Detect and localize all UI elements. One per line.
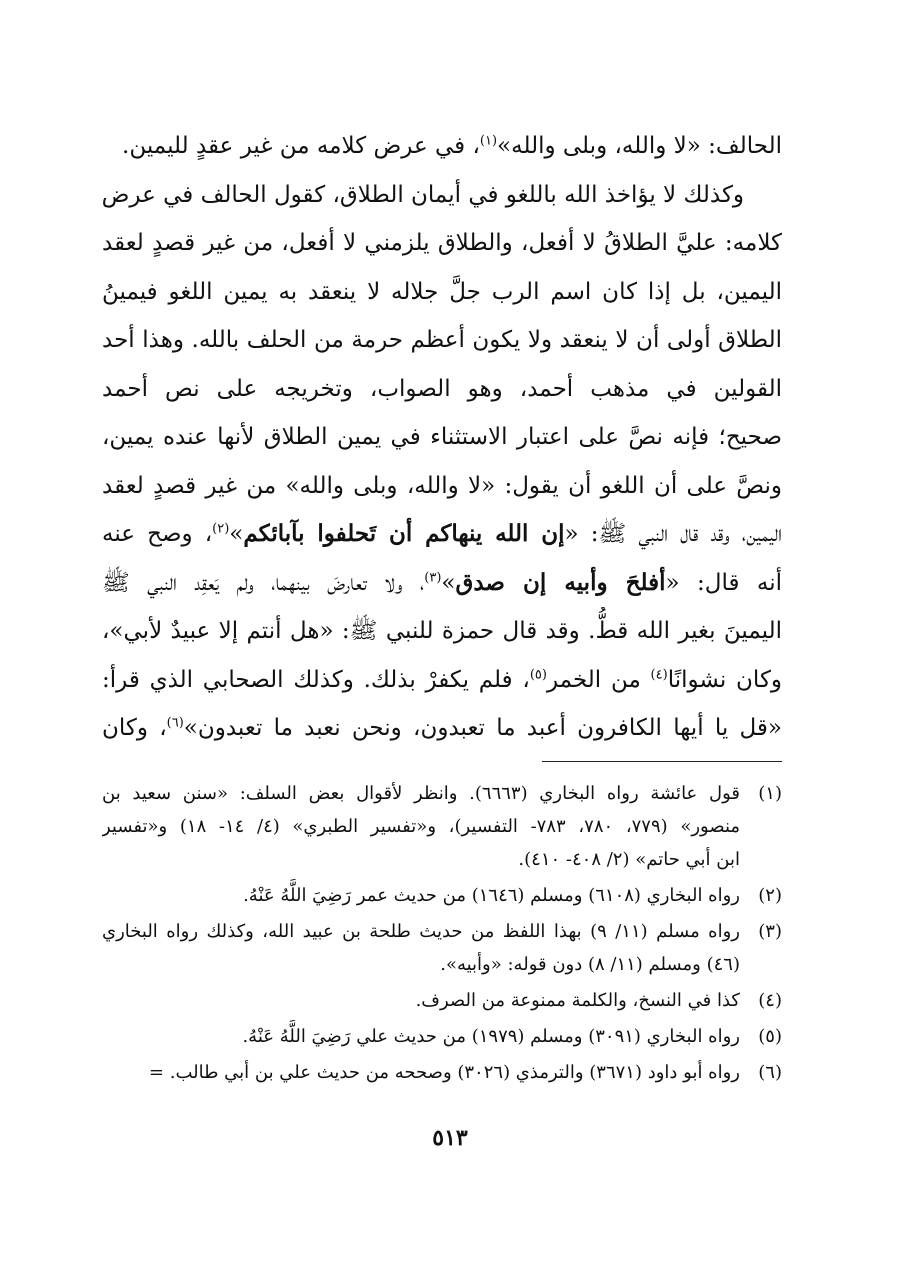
text-line: اليمين، وقد قال النبي ﷺ: «إن الله ينهاكم أن تَحلفوا بآبائكم»$^{(٢)}$، وصح عنه: [102, 520, 782, 547]
page-number: ٥١٣: [432, 1125, 468, 1151]
text-line: اليمين، بل إذا كان اسم الرب جلَّ جلاله لا ينعقد به يمين اللغو فيمينُ: [102, 278, 782, 305]
footnote-number: (٢): [758, 885, 782, 906]
footnote-text: رواه البخاري (٦١٠٨) ومسلم (١٦٤٦) من حديث عمر رَضِيَ اللَّهُ عَنْهُ.: [243, 885, 740, 906]
footnote-ref: (٤): [650, 666, 668, 682]
footnote-text: رواه مسلم (١١/ ٩) بهذا اللفظ من حديث طلحة بن عبيد الله، وكذلك رواه البخاري: [102, 921, 740, 942]
hadith-quote: أفلحَ وأبيه إن صدق: [455, 568, 666, 596]
footnote-number: (١): [758, 783, 782, 804]
text-line: وكذلك لا يؤاخذ الله باللغو في أيمان الطلاق، كقول الحالف في عرض: [102, 181, 744, 208]
footnote-item: [102, 1020, 782, 1053]
footnote-divider: [542, 761, 782, 762]
footnote-ref: (٢): [212, 521, 230, 537]
text-line: ونصَّ على أن اللغو أن يقول: «لا والله، وبلى والله» من غير قصدٍ لعقد: [102, 472, 782, 499]
footnote-text: كذا في النسخ، والكلمة ممنوعة من الصرف.: [415, 990, 740, 1011]
footnote-text: منصور» (٧٧٩، ٧٨٠، ٧٨٣- التفسير)، و«تفسير الطبري» (٤/ ١٤- ١٨) و«تفسير: [102, 816, 740, 837]
footnotes: [102, 777, 782, 1092]
footnote-ref: (٦): [166, 715, 184, 731]
text-line: «قل يا أيها الكافرون أعبد ما تعبدون، ونحن نعبد ما تعبدون»$^{(٦)}$، وكان: [102, 715, 782, 741]
footnote-text: رواه أبو داود (٣٦٧١) والترمذي (٣٠٢٦) وصححه من حديث علي بن أبي طالب. =: [148, 1062, 740, 1083]
footnote-number: (٥): [758, 1026, 782, 1047]
text-line: القولين في مذهب أحمد، وهو الصواب، وتخريجه على نص أحمد: [102, 375, 782, 402]
footnote-text: (٤٦) ومسلم (١١/ ٨) دون قوله: «وأبيه».: [440, 954, 740, 975]
main-text-block: [102, 122, 782, 753]
footnote-item: [102, 915, 782, 981]
footnote-item: [102, 879, 782, 912]
text-line: وكان نشوانًا$^{(٤)}$ من الخمر$^{(٥)}$، فلم يكفرْ بذلك. وكذلك الصحابي الذي قرأ:: [102, 666, 782, 693]
hadith-quote: إن الله ينهاكم أن تَحلفوا بآبائكم: [243, 520, 565, 547]
text-line: الطلاق أولى أن لا ينعقد ولا يكون أعظم حرمة من الحلف بالله. وهذا أحد: [102, 327, 782, 353]
text-line: أنه قال: «أفلحَ وأبيه إن صدق»$^{(٣)}$، ولا تعارضَ بينهما، ولم يَعقِد النبي ﷺ: [102, 568, 782, 596]
footnote-ref: (١): [479, 133, 498, 149]
footnote-text: رواه البخاري (٣٠٩١) ومسلم (١٩٧٩) من حديث علي رَضِيَ اللَّهُ عَنْهُ.: [242, 1026, 740, 1047]
footnote-item: [102, 984, 782, 1017]
footnote-ref: (٣): [424, 569, 442, 585]
footnote-text: قول عائشة رواه البخاري (٦٦٦٣). وانظر لأقوال بعض السلف: «سنن سعيد بن: [102, 783, 740, 804]
text-line: كلامه: عليَّ الطلاقُ لا أفعل، والطلاق يلزمني لا أفعل، من غير قصدٍ لعقد: [102, 230, 782, 256]
text-line: الحالف: «لا والله، وبلى والله»$^{(١)}$، في عرض كلامه من غير عقدٍ لليمين.: [122, 133, 782, 159]
footnote-number: (٤): [758, 990, 782, 1011]
footnote-ref: (٥): [529, 666, 547, 682]
footnote-item: [102, 1056, 782, 1089]
footnote-number: (٣): [758, 921, 782, 942]
footnote-number: (٦): [758, 1062, 782, 1083]
text-line: صحيح؛ فإنه نصَّ على اعتبار الاستثناء في يمين الطلاق لأنها عنده يمين،: [102, 424, 782, 450]
footnote-text: ابن أبي حاتم» (٢/ ٤٠٨- ٤١٠).: [518, 849, 740, 870]
text-line: اليمينَ بغير الله قطُّ. وقد قال حمزة للنبي ﷺ: «هل أنتم إلا عبيدٌ لأبي»،: [102, 618, 782, 644]
footnote-item: [102, 777, 782, 876]
